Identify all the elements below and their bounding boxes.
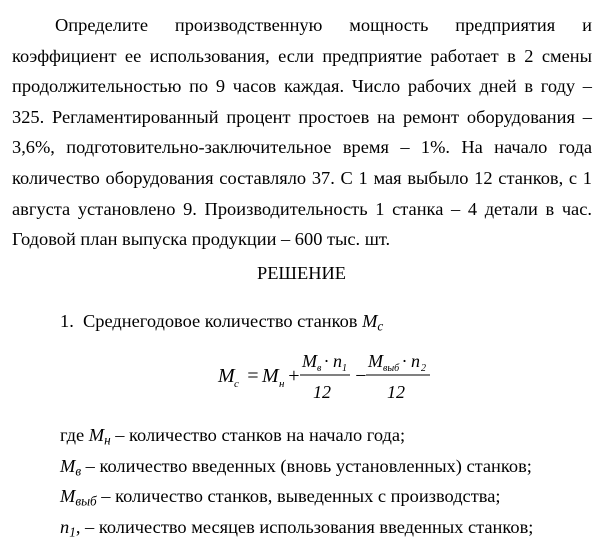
frac1-num-var-sub: в	[317, 363, 322, 374]
step-1	[60, 307, 383, 335]
problem-statement: Определите производственную мощность предприятия и коэффициент ее использования, если предприятие работает в 2 смены продолжительностью по 9 часов каждая. Число рабочих дней в году – 325. Регламентированный процент простоев на ремонт оборудования – 3,6%, подготовительно-заключительное время – 1%. На начало года количество оборудования составляло 37. С 1 мая выбыло 12 станков, с 1 августа установлено 9. Производительность 1 станка – 4 детали в час. Годовой план выпуска продукции – 600 тыс. шт.	[12, 15, 592, 250]
formula-equals: =	[246, 365, 260, 387]
frac2-num-n: n	[411, 351, 420, 371]
formula-term1-sub: н	[279, 378, 285, 390]
frac1-num-dot: ·	[324, 351, 329, 371]
definitions-list	[60, 420, 533, 542]
frac1-den: 12	[313, 382, 331, 402]
frac2-num-n-sub: 2	[421, 363, 426, 374]
frac2-num-var: M	[368, 351, 383, 371]
frac1-num-n: n	[333, 351, 342, 371]
formula-lhs-sub: c	[234, 378, 239, 390]
formula-plus: +	[287, 365, 301, 387]
frac2-num-var-sub: выб	[383, 363, 400, 374]
definition-item: $n_1$, – количество месяцев использования введенных станков;	[60, 516, 534, 540]
step-number: 1.	[60, 311, 74, 331]
formula-minus: −	[354, 365, 368, 387]
formula-block	[0, 340, 603, 410]
definition-item: $M_{выб}$ – количество станков, выведенных с производства;	[60, 486, 501, 509]
definition-item: где $M_н$ – количество станков на начало года;	[60, 425, 406, 448]
definition-item: $M_в$ – количество введенных (вновь установленных) станков;	[60, 455, 532, 478]
formula-lhs: M	[218, 365, 235, 387]
frac1-num-var: M	[302, 351, 317, 371]
average-machines-formula	[0, 340, 603, 410]
solution-heading: РЕШЕНИЕ	[256, 263, 347, 283]
step-variable: $M_c$	[362, 311, 384, 334]
frac1-num-n-sub: 1	[342, 363, 347, 374]
frac2-den: 12	[387, 382, 405, 402]
step-text: Среднегодовое количество станков	[83, 311, 358, 331]
frac2-num-dot: ·	[402, 351, 407, 371]
formula-term1: M	[262, 365, 279, 387]
